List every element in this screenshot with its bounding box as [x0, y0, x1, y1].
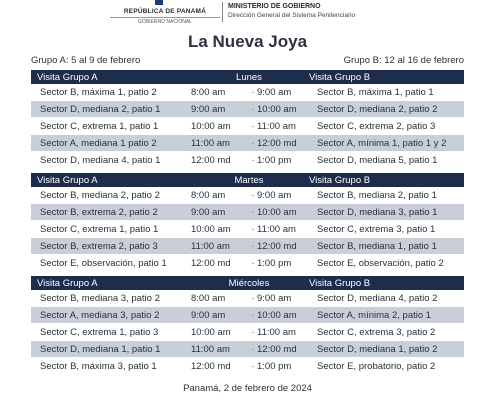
table-row: [31, 290, 464, 307]
start-time: 10:00 am: [191, 120, 231, 132]
group-b-sector: Sector B, máxima 1, patio 1: [317, 86, 434, 98]
time-separator: -: [251, 343, 255, 355]
header: [0, 0, 495, 26]
time-separator: -: [251, 309, 255, 321]
block-header: [31, 173, 464, 187]
table-row: [31, 187, 464, 204]
republic-label: REPÚBLICA DE PANAMÁ: [123, 8, 207, 15]
time-separator: -: [251, 120, 255, 132]
group-b-sector: Sector D, mediana 3, patio 1: [317, 206, 438, 218]
time-separator: -: [251, 103, 255, 115]
group-b-dates: Grupo B: 12 al 16 de febrero: [343, 55, 464, 66]
table-row: [31, 135, 464, 152]
group-a-dates: Grupo A: 5 al 9 de febrero: [31, 55, 141, 66]
schedule-block-3: [31, 276, 464, 375]
group-a-sector: Sector B, extrema 2, patio 2: [40, 206, 158, 218]
national-gov-label: GOBIERNO NACIONAL: [110, 17, 220, 25]
start-time: 12:00 md: [191, 257, 231, 269]
table-row: [31, 204, 464, 221]
time-separator: -: [251, 154, 255, 166]
day-header: Lunes: [236, 71, 262, 83]
start-time: 12:00 md: [191, 360, 231, 372]
group-b-header: Visita Grupo B: [309, 174, 371, 186]
start-time: 9:00 am: [191, 309, 226, 321]
group-a-sector: Sector A, mediana 1 patio 2: [40, 137, 157, 149]
end-time: 12:00 md: [257, 343, 297, 355]
time-separator: -: [251, 189, 255, 201]
footer-date: Panamá, 2 de febrero de 2024: [183, 383, 312, 394]
start-time: 9:00 am: [191, 103, 226, 115]
time-separator: -: [251, 240, 255, 252]
group-b-sector: Sector C, extrema 3, patio 2: [317, 326, 436, 338]
day-header: Miércoles: [228, 277, 270, 289]
end-time: 12:00 md: [257, 137, 297, 149]
end-time: 9:00 am: [257, 292, 292, 304]
end-time: 9:00 am: [257, 189, 292, 201]
end-time: 1:00 pm: [257, 257, 292, 269]
start-time: 8:00 am: [191, 86, 226, 98]
group-a-header: Visita Grupo A: [37, 277, 98, 289]
group-a-sector: Sector B, extrema 2, patio 3: [40, 240, 158, 252]
group-a-sector: Sector D, mediana 1, patio 1: [40, 343, 161, 355]
end-time: 9:00 am: [257, 86, 292, 98]
page-title: La Nueva Joya: [187, 32, 308, 51]
group-b-header: Visita Grupo B: [309, 277, 371, 289]
group-a-sector: Sector B, mediana 2, patio 2: [40, 189, 160, 201]
group-b-sector: Sector D, mediana 1, patio 2: [317, 343, 438, 355]
table-row: [31, 358, 464, 375]
block-header: [31, 276, 464, 290]
group-a-sector: Sector A, mediana 3, patio 2: [40, 309, 160, 321]
end-time: 1:00 pm: [257, 360, 292, 372]
end-time: 10:00 am: [257, 103, 297, 115]
group-a-sector: Sector D, mediana 2, patio 1: [40, 103, 161, 115]
start-time: 12:00 md: [191, 154, 231, 166]
group-a-sector: Sector B, mediana 3, patio 2: [40, 292, 160, 304]
time-separator: -: [251, 223, 255, 235]
table-row: [31, 324, 464, 341]
table-row: [31, 221, 464, 238]
group-a-sector: Sector C, extrema 1, patio 3: [40, 326, 159, 338]
start-time: 10:00 am: [191, 326, 231, 338]
time-separator: -: [251, 292, 255, 304]
group-b-sector: Sector D, mediana 2, patio 2: [317, 103, 438, 115]
time-separator: -: [251, 137, 255, 149]
table-row: [31, 255, 464, 272]
group-a-sector: Sector C, extrema 1, patio 1: [40, 120, 159, 132]
end-time: 11:00 am: [257, 223, 296, 235]
directorate-label: Dirección General del Sistema Penitenciario: [228, 12, 356, 19]
start-time: 9:00 am: [191, 206, 226, 218]
group-b-sector: Sector D, mediana 4, patio 2: [317, 292, 438, 304]
table-row: [31, 341, 464, 358]
group-a-sector: Sector B, máxima 3, patio 1: [40, 360, 157, 372]
header-divider: [222, 2, 223, 22]
end-time: 11:00 am: [257, 326, 296, 338]
start-time: 8:00 am: [191, 292, 226, 304]
end-time: 10:00 am: [257, 206, 297, 218]
table-row: [31, 84, 464, 101]
group-b-sector: Sector A, mínima 1, patio 1 y 2: [317, 137, 447, 149]
time-separator: -: [251, 206, 255, 218]
table-row: [31, 238, 464, 255]
group-b-sector: Sector A, mínima 2, patio 1: [317, 309, 432, 321]
end-time: 11:00 am: [257, 120, 296, 132]
group-b-sector: Sector B, mediana 2, patio 1: [317, 189, 437, 201]
start-time: 11:00 am: [191, 137, 230, 149]
block-header: [31, 70, 464, 84]
time-separator: -: [251, 360, 255, 372]
end-time: 1:00 pm: [257, 154, 292, 166]
schedule-block-2: [31, 173, 464, 272]
group-a-header: Visita Grupo A: [37, 71, 98, 83]
ministry-label: MINISTERIO DE GOBIERNO: [228, 3, 321, 10]
start-time: 8:00 am: [191, 189, 226, 201]
group-a-sector: Sector D, mediana 4, patio 1: [40, 154, 161, 166]
group-b-sector: Sector C, extrema 2, patio 3: [317, 120, 436, 132]
group-b-sector: Sector D, mediana 5, patio 1: [317, 154, 438, 166]
group-b-sector: Sector E, probatorio, patio 2: [317, 360, 436, 372]
day-header: Martes: [234, 174, 264, 186]
group-b-sector: Sector E, observación, patio 2: [317, 257, 444, 269]
group-a-sector: Sector E, observación, patio 1: [40, 257, 167, 269]
group-a-sector: Sector B, máxima 1, patio 2: [40, 86, 157, 98]
time-separator: -: [251, 326, 255, 338]
start-time: 10:00 am: [191, 223, 231, 235]
time-separator: -: [251, 86, 255, 98]
group-a-header: Visita Grupo A: [37, 174, 98, 186]
table-row: [31, 152, 464, 169]
group-a-sector: Sector C, extrema 1, patio 1: [40, 223, 159, 235]
group-b-sector: Sector B, mediana 1, patio 1: [317, 240, 437, 252]
end-time: 12:00 md: [257, 240, 297, 252]
table-row: [31, 101, 464, 118]
schedule-block-1: [31, 70, 464, 169]
time-separator: -: [251, 257, 255, 269]
table-row: [31, 307, 464, 324]
start-time: 11:00 am: [191, 240, 230, 252]
table-row: [31, 118, 464, 135]
group-b-sector: Sector C, extrema 3, patio 1: [317, 223, 436, 235]
start-time: 11:00 am: [191, 343, 230, 355]
group-b-header: Visita Grupo B: [309, 71, 371, 83]
flag-icon: [155, 0, 163, 5]
end-time: 10:00 am: [257, 309, 297, 321]
